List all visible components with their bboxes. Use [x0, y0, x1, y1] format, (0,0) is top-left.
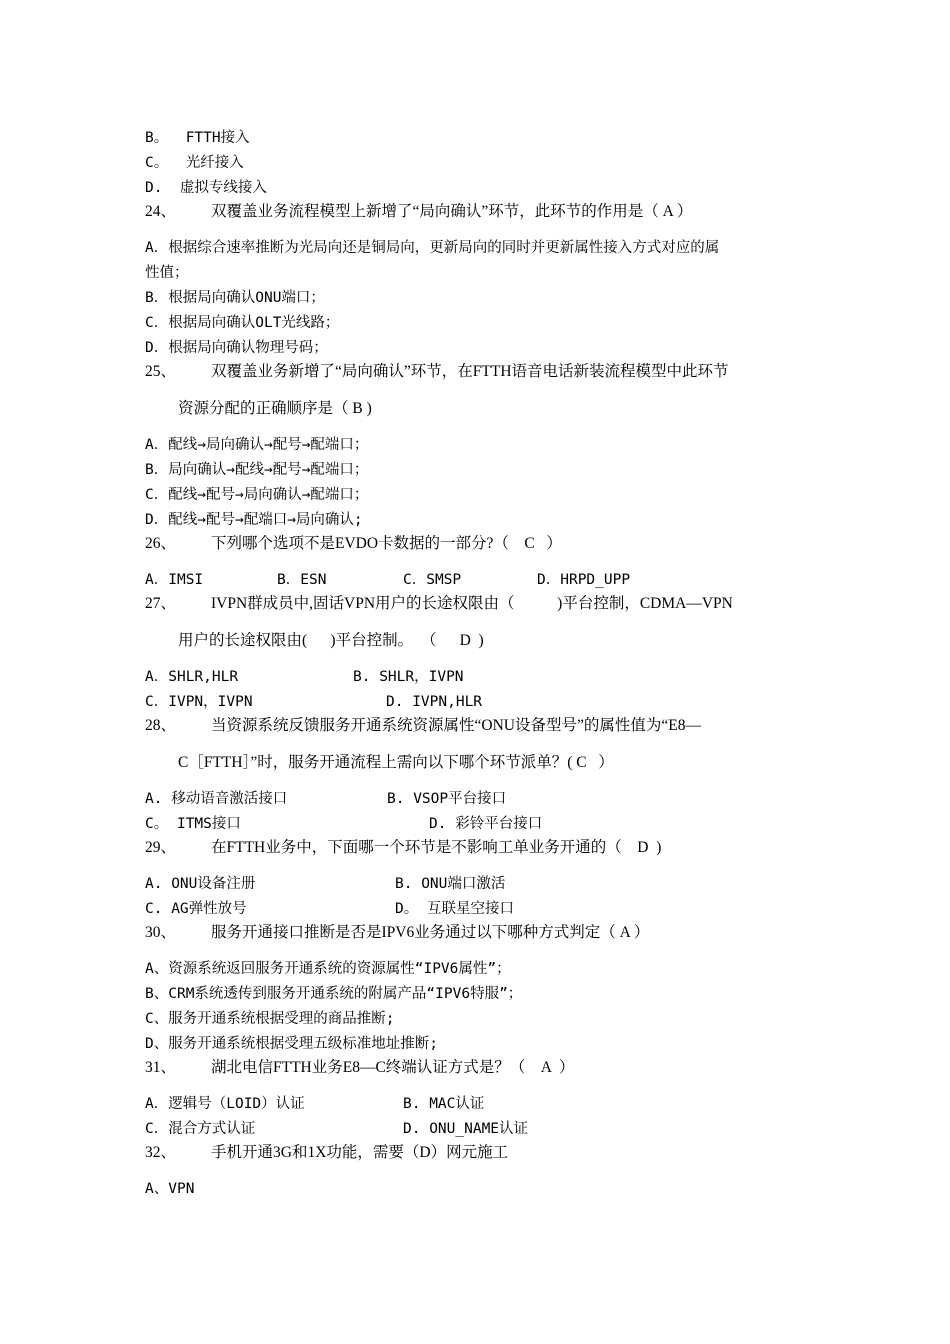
- option-line: B、CRM系统透传到服务开通系统的附属产品“IPV6特服”；: [145, 986, 523, 1002]
- option-row: [145, 570, 630, 590]
- question-number: 32、: [145, 1144, 177, 1161]
- option-line: A．根据综合速率推断为光局向还是铜局向，更新局向的同时并更新属性接入方式对应的属: [145, 240, 720, 256]
- question-text-continuation: C［FTTH］”时，服务开通流程上需向以下哪个环节派单？( C ）: [178, 754, 614, 771]
- option-line: A．配线→局向确认→配号→配端口；: [145, 437, 369, 453]
- option-a: A．SHLR,HLR: [145, 669, 239, 685]
- option-line: B。 FTTH接入: [145, 130, 250, 146]
- option-line: A、资源系统返回服务开通系统的资源属性“IPV6属性”；: [145, 961, 511, 977]
- question-number: 25、: [145, 363, 177, 380]
- question-30: [145, 923, 649, 943]
- option-d: D。 互联星空接口: [395, 901, 514, 917]
- option-line: C．根据局向确认OLT光线路；: [145, 315, 340, 331]
- question-text: 手机开通3G和1X功能，需要（D）网元施工: [211, 1144, 509, 1161]
- option-row: [145, 667, 464, 687]
- question-number: 27、: [145, 595, 177, 612]
- option-row: [145, 899, 514, 919]
- option-b: B. MAC认证: [403, 1096, 485, 1112]
- option-b: B. ONU端口激活: [395, 876, 506, 892]
- option-row: [145, 1094, 484, 1114]
- question-text: 在FTTH业务中，下面哪一个环节是不影响工单业务开通的（ D ): [211, 839, 662, 856]
- question-31: [145, 1058, 574, 1078]
- option-line: C、服务开通系统根据受理的商品推断;: [145, 1011, 395, 1027]
- question-text: 湖北电信FTTH业务E8—C终端认证方式是？（ A ）: [211, 1059, 575, 1076]
- option-line: C。 光纤接入: [145, 155, 244, 171]
- question-number: 24、: [145, 203, 177, 220]
- option-row: [145, 814, 542, 834]
- option-d: D. ONU_NAME认证: [403, 1121, 529, 1137]
- option-line: B．根据局向确认ONU端口；: [145, 290, 325, 306]
- question-24: [145, 202, 692, 222]
- option-a: A．IMSI: [145, 572, 204, 588]
- question-text: 当资源系统反馈服务开通系统资源属性“ONU设备型号”的属性值为“E8—: [211, 717, 701, 734]
- option-line: D．根据局向确认物理号码；: [145, 340, 328, 356]
- question-number: 30、: [145, 924, 177, 941]
- option-row: [145, 874, 505, 894]
- option-a: A．逻辑号（LOID）认证: [145, 1096, 305, 1112]
- option-c: C．SMSP: [403, 572, 462, 588]
- option-line: 性值；: [145, 265, 189, 281]
- question-25: [145, 362, 729, 382]
- question-number: 28、: [145, 717, 177, 734]
- option-c: C．IVPN，IVPN: [145, 694, 253, 710]
- question-number: 29、: [145, 839, 177, 856]
- question-number: 26、: [145, 535, 177, 552]
- option-line: C．配线→配号→局向确认→配端口；: [145, 487, 369, 503]
- option-c: C. AG弹性放号: [145, 901, 247, 917]
- question-text-continuation: 资源分配的正确顺序是（ B ): [178, 400, 372, 417]
- question-29: [145, 838, 661, 858]
- question-text: 双覆盖业务流程模型上新增了“局向确认”环节，此环节的作用是（ A ）: [211, 203, 693, 220]
- question-26: [145, 534, 562, 554]
- question-27: [145, 594, 733, 614]
- option-line: A、VPN: [145, 1181, 195, 1197]
- option-line: D. 虚拟专线接入: [145, 180, 267, 196]
- option-d: D. 彩铃平台接口: [429, 816, 543, 832]
- option-a: A. 移动语音激活接口: [145, 791, 288, 807]
- option-c: C．混合方式认证: [145, 1121, 256, 1137]
- option-row: [145, 692, 482, 712]
- option-line: D、服务开通系统根据受理五级标准地址推断;: [145, 1036, 438, 1052]
- option-b: B. SHLR，IVPN: [353, 669, 464, 685]
- option-d: D．HRPD_UPP: [537, 572, 631, 588]
- option-a: A. ONU设备注册: [145, 876, 256, 892]
- question-28: [145, 716, 701, 736]
- option-line: B．局向确认→配线→配号→配端口；: [145, 462, 369, 478]
- option-b: B．ESN: [277, 572, 327, 588]
- option-row: [145, 1119, 528, 1139]
- option-line: D．配线→配号→配端口→局向确认;: [145, 512, 363, 528]
- question-number: 31、: [145, 1059, 177, 1076]
- question-text: 下列哪个选项不是EVDO卡数据的一部分?（ C ）: [211, 535, 562, 552]
- question-text: IVPN群成员中,固话VPN用户的长途权限由（ )平台控制，CDMA—VPN: [211, 595, 733, 612]
- question-text-continuation: 用户的长途权限由( )平台控制。 （ D ): [178, 632, 484, 649]
- option-b: B. VSOP平台接口: [387, 791, 507, 807]
- option-c: C。 ITMS接口: [145, 816, 241, 832]
- question-32: [145, 1143, 508, 1163]
- option-row: [145, 789, 506, 809]
- option-d: D. IVPN,HLR: [386, 694, 483, 710]
- question-text: 双覆盖业务新增了“局向确认”环节，在FTTH语音电话新装流程模型中此环节: [211, 363, 729, 380]
- question-text: 服务开通接口推断是否是IPV6业务通过以下哪种方式判定（ A ）: [211, 924, 650, 941]
